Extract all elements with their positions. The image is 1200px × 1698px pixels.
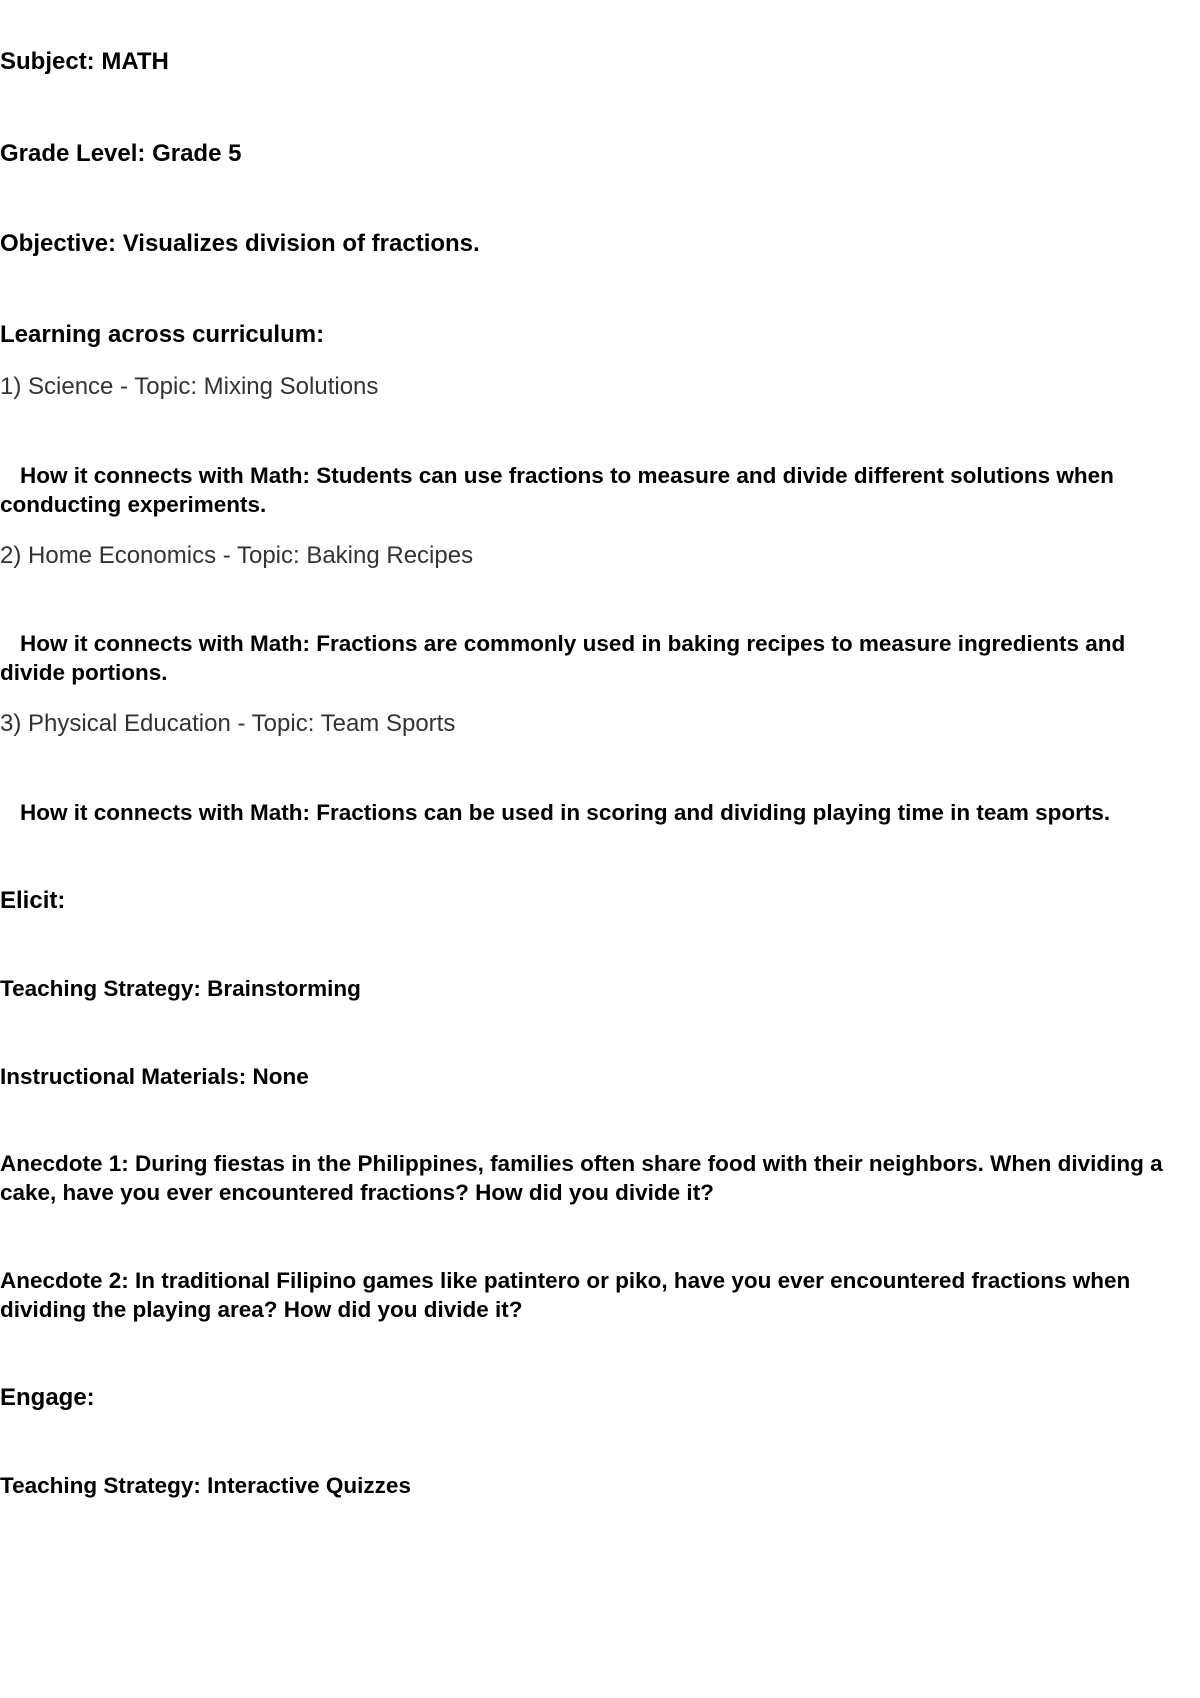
elicit-instructional-materials: Instructional Materials: None (0, 1064, 309, 1089)
curriculum-item-1-connection: How it connects with Math: Students can use fractions to measure and divide different solutions when conducting experiments. (0, 463, 1114, 517)
curriculum-item-3-connection: How it connects with Math: Fractions can be used in scoring and dividing playing time in team sports. (20, 800, 1111, 825)
grade-level-line: Grade Level: Grade 5 (0, 140, 242, 167)
engage-heading: Engage: (0, 1384, 95, 1411)
curriculum-item-1-topic: 1) Science - Topic: Mixing Solutions (0, 373, 379, 400)
elicit-heading: Elicit: (0, 887, 66, 914)
curriculum-item-2-connection: How it connects with Math: Fractions are commonly used in baking recipes to measure ingredients and divide portions. (0, 631, 1126, 685)
elicit-teaching-strategy: Teaching Strategy: Brainstorming (0, 976, 361, 1001)
curriculum-item-3-topic: 3) Physical Education - Topic: Team Sports (0, 710, 456, 737)
objective-line: Objective: Visualizes division of fractions. (0, 230, 480, 257)
engage-teaching-strategy: Teaching Strategy: Interactive Quizzes (0, 1473, 411, 1498)
subject-line: Subject: MATH (0, 48, 169, 75)
curriculum-item-2-topic: 2) Home Economics - Topic: Baking Recipes (0, 542, 474, 569)
elicit-anecdote-2: Anecdote 2: In traditional Filipino games like patintero or piko, have you ever encountered fractions when dividing the playing area? How did you divide it? (0, 1268, 1131, 1322)
elicit-anecdote-1: Anecdote 1: During fiestas in the Philippines, families often share food with their neighbors. When dividing a cake, have you ever encountered fractions? How did you divide it? (0, 1151, 1163, 1205)
learning-across-curriculum-heading: Learning across curriculum: (0, 321, 325, 348)
